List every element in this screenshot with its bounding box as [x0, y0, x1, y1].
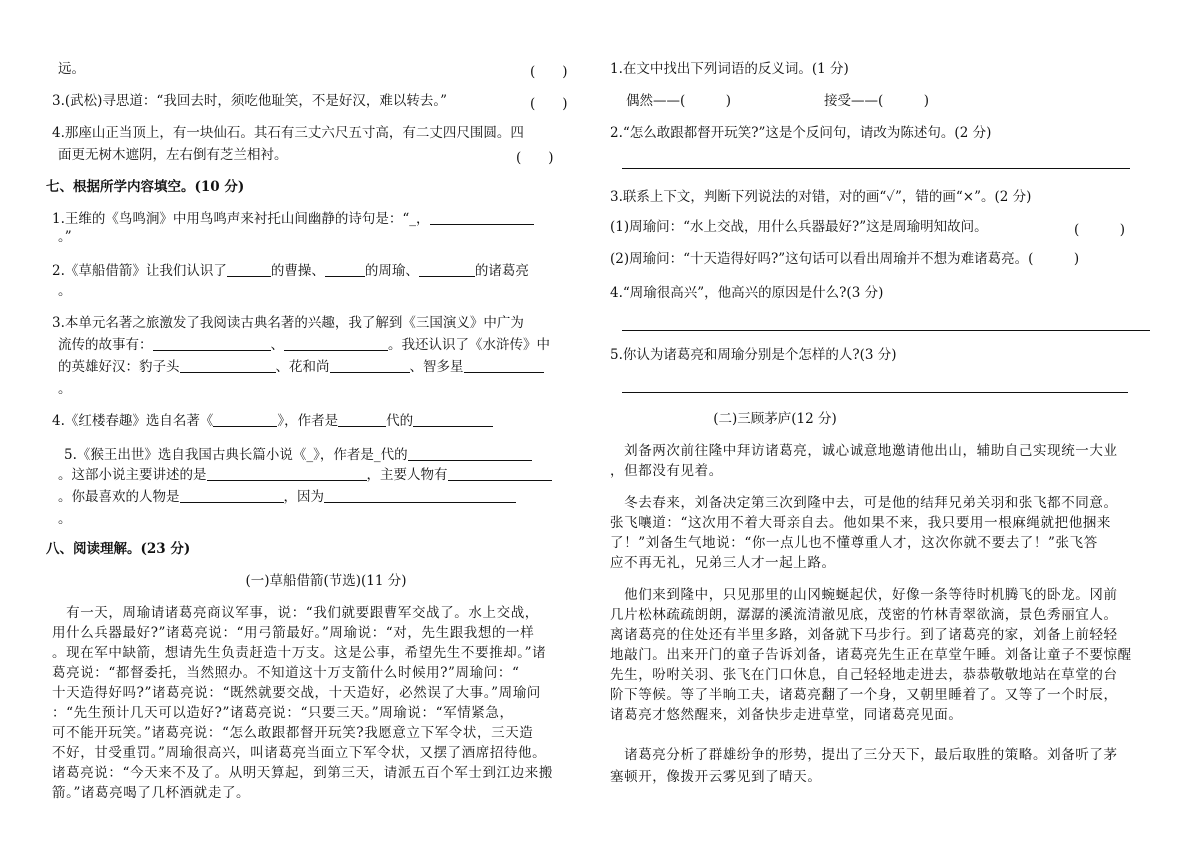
- q7-item2-text-a: 2.《草船借箭》让我们认识了: [52, 263, 227, 279]
- q6-item3-answer-paren[interactable]: ( ): [530, 96, 568, 112]
- rq4-answer-line[interactable]: [622, 330, 1150, 331]
- q7-item1-end: 。”: [58, 229, 72, 245]
- rq4: 4.“周瑜很高兴”，他高兴的原因是什么?(3 分): [610, 285, 884, 301]
- q7-item5-blank-1[interactable]: [408, 446, 532, 461]
- rq2: 2.“怎么敢跟都督开玩笑?”这是个反问句，请改为陈述句。(2 分): [610, 125, 992, 141]
- q7-item5-blank-2[interactable]: [207, 466, 367, 481]
- rq3-1-answer-paren[interactable]: ( ): [1074, 222, 1126, 238]
- q6-item4-line2: 面更无树木遮阴，左右倒有芝兰相衬。: [58, 147, 288, 163]
- q7-item3-blank-3[interactable]: [180, 358, 276, 373]
- q7-item3-text-f: 、花和尚: [275, 359, 330, 375]
- passage1-line: 。现在军中缺箭，想请先生负责赶造十万支。这是公事，希望先生不要推却。”诸: [52, 645, 547, 661]
- q7-item4-blank-1[interactable]: [213, 412, 277, 427]
- q7-item5-line1: [64, 446, 532, 464]
- q7-item5-end: 。: [58, 511, 72, 527]
- q7-item5-line3: [58, 488, 516, 506]
- passage2-line: 冬去春来，刘备决定第三次到隆中去，可是他的结拜兄弟关羽和张飞都不同意。: [610, 495, 1118, 511]
- q7-item1-blank[interactable]: [430, 210, 534, 225]
- passage1-line: 葛亮说：“都督委托，当然照办。不知道这十万支箭什么时候用?”周瑜问：“: [52, 665, 520, 681]
- passage2-line: 诸葛亮才悠然醒来，刘备快步走进草堂，同诸葛亮见面。: [610, 707, 963, 723]
- rq2-answer-line[interactable]: [622, 168, 1130, 169]
- rq3-2: (2)周瑜问：“十天造得好吗?”这句话可以看出周瑜并不想为难诸葛亮。( ): [610, 251, 1080, 267]
- q7-item3-line1: 3.本单元名著之旅激发了我阅读古典名著的兴趣，我了解到《三国演义》中广为: [52, 315, 524, 331]
- q7-item3-blank-5[interactable]: [464, 358, 544, 373]
- q7-item3-blank-2[interactable]: [284, 336, 388, 351]
- q7-item3-text-g: 、智多星: [409, 359, 464, 375]
- q7-item2-blank-2[interactable]: [325, 262, 365, 277]
- passage2-line: 他们来到隆中，只见那里的山冈蜿蜒起伏，好像一条等待时机腾飞的卧龙。冈前: [610, 587, 1118, 603]
- rq3-1: (1)周瑜问：“水上交战，用什么兵器最好?”这是周瑜明知故问。: [610, 219, 988, 235]
- passage1-line: 不好，甘受重罚。”周瑜很高兴，叫诸葛亮当面立下军令状，又摆了酒席招待他。: [52, 745, 547, 761]
- q7-item5-text-e: ，因为: [283, 489, 324, 505]
- q7-item3-text-c: 、: [270, 337, 284, 353]
- q7-item3-blank-1[interactable]: [153, 336, 271, 351]
- rq5-answer-line[interactable]: [622, 392, 1128, 393]
- q8-heading: 八、阅读理解。(23 分): [46, 541, 191, 557]
- q6-item2-tail: 远。: [58, 61, 85, 77]
- q7-item4-text-a: 4.《红楼春趣》选自名著《: [52, 413, 214, 429]
- passage2-line: 地敲门。出来开门的童子告诉刘备，诸葛亮先生正在草堂午睡。刘备让童子不要惊醒: [610, 647, 1132, 663]
- q7-item2: [52, 262, 529, 280]
- rq3: 3.联系上下文，判断下列说法的对错，对的画“✓”，错的画“×”。(2 分): [610, 189, 1032, 205]
- q7-item5-text-c: ，主要人物有: [366, 467, 448, 483]
- passage1-line: 有一天，周瑜请诸葛亮商议军事，说：“我们就要跟曹军交战了。水上交战，: [52, 605, 539, 621]
- rq5: 5.你认为诸葛亮和周瑜分别是个怎样的人?(3 分): [610, 347, 897, 363]
- passage2-line: 刘备两次前往隆中拜访诸葛亮，诚心诚意地邀请他出山，辅助自己实现统一大业: [610, 443, 1118, 459]
- q7-item4-text-c: 代的: [386, 413, 414, 429]
- q7-item3-blank-4[interactable]: [330, 358, 410, 373]
- q6-item4-answer-paren[interactable]: ( ): [516, 150, 554, 166]
- q7-item3-text-b: 流传的故事有：: [58, 337, 153, 353]
- passage2-title: (二)三顾茅庐(12 分): [713, 411, 837, 427]
- q7-item3-end: 。: [58, 381, 72, 397]
- passage1-line: 用什么兵器最好?”诸葛亮说：“用弓箭最好。”周瑜说：“对，先生跟我想的一样: [52, 625, 535, 641]
- passage2-line: 先生，吩咐关羽、张飞在门口休息，自己轻轻地走进去，恭恭敬敬地站在草堂的台: [610, 667, 1118, 683]
- q7-item5-blank-4[interactable]: [180, 488, 284, 503]
- q7-item5-line2: [58, 466, 552, 484]
- q7-item1: [52, 210, 534, 228]
- q7-item2-text-c: 的周瑜、: [364, 263, 419, 279]
- q7-item2-text-b: 的曹操、: [270, 263, 325, 279]
- q6-item3: 3.(武松)寻思道：“我回去时，须吃他耻笑，不是好汉，难以转去。”: [52, 93, 447, 109]
- rq1-antonym-b[interactable]: 接受——( ): [824, 93, 930, 109]
- q7-item5-blank-5[interactable]: [324, 488, 516, 503]
- passage2-line: 几片松林疏疏朗朗，潺潺的溪流清澈见底，茂密的竹林青翠欲滴，景色秀丽宜人。: [610, 607, 1118, 623]
- rq1-antonym-a[interactable]: 偶然——( ): [626, 93, 732, 109]
- q7-item5-text-a: 5.《猴王出世》选自我国古典长篇小说《_》，作者是_代的: [64, 447, 408, 463]
- q7-item2-blank-1[interactable]: [227, 262, 271, 277]
- passage2-line: 应不再无礼，兄弟三人才一起上路。: [610, 555, 836, 571]
- passage2-line: 阶下等候。等了半晌工夫，诸葛亮翻了一个身，又朝里睡着了。又等了一个时辰，: [610, 687, 1118, 703]
- passage2-line: 张飞嚷道：“这次用不着大哥亲自去。他如果不来，我只要用一根麻绳就把他捆来: [610, 515, 1112, 531]
- q7-item2-end: 。: [58, 283, 72, 299]
- q7-item3-text-e: 的英雄好汉：豹子头: [58, 359, 180, 375]
- q7-item4-blank-2[interactable]: [338, 412, 386, 427]
- passage2-line: 了！”刘备生气地说：“你一点儿也不懂尊重人才，这次你就不要去了！”张飞答: [610, 535, 1098, 551]
- q7-item2-blank-3[interactable]: [419, 262, 475, 277]
- passage1-line: ：“先生预计几天可以造好?”诸葛亮说：“只要三天。”周瑜说：“军情紧急，: [52, 705, 514, 721]
- q7-heading: 七、根据所学内容填空。(10 分): [46, 179, 245, 195]
- passage2-line: 诸葛亮分析了群雄纷争的形势，提出了三分天下，最后取胜的策略。刘备听了茅: [610, 747, 1118, 763]
- q7-item3-text-d: 。我还认识了《水浒传》中: [388, 337, 550, 353]
- q6-item4-line1: 4.那座山正当顶上，有一块仙石。其石有三丈六尺五寸高，有二丈四尺围圆。四: [52, 125, 524, 141]
- passage1-line: 十天造得好吗?”诸葛亮说：“既然就要交战，十天造好，必然误了大事。”周瑜问: [52, 685, 541, 701]
- q7-item3-line2: [58, 336, 550, 354]
- passage1-title: (一)草船借箭(节选)(11 分): [245, 573, 407, 589]
- q7-item2-text-d: 的诸葛亮: [474, 263, 529, 279]
- passage1-line: 箭。”诸葛亮喝了几杯酒就走了。: [52, 785, 251, 801]
- passage2-line: 离诸葛亮的住处还有半里多路，刘备就下马步行。到了诸葛亮的家，刘备上前轻轻: [610, 627, 1118, 643]
- q7-item4-blank-3[interactable]: [413, 412, 493, 427]
- passage1-line: 诸葛亮说：“今天来不及了。从明天算起，到第三天，请派五百个军士到江边来搬: [52, 765, 554, 781]
- q7-item4: [52, 412, 493, 430]
- passage1-line: 可不能开玩笑。”诸葛亮说：“怎么敢跟都督开玩笑?我愿意立下军令状，三天造: [52, 725, 534, 741]
- rq1: 1.在文中找出下列词语的反义词。(1 分): [610, 61, 849, 77]
- q7-item1-text: 1.王维的《鸟鸣涧》中用鸟鸣声来衬托山间幽静的诗句是：“_，: [52, 211, 430, 227]
- passage2-line: ，但都没有见着。: [610, 463, 723, 479]
- q7-item5-blank-3[interactable]: [448, 466, 552, 481]
- q7-item4-text-b: 》，作者是: [277, 413, 339, 429]
- q7-item5-text-d: 。你最喜欢的人物是: [58, 489, 180, 505]
- q6-item2-answer-paren[interactable]: ( ): [530, 64, 568, 80]
- q7-item3-line3: [58, 358, 544, 376]
- q7-item5-text-b: 。这部小说主要讲述的是: [58, 467, 207, 483]
- passage2-line: 塞顿开，像拨开云雾见到了晴天。: [610, 769, 822, 785]
